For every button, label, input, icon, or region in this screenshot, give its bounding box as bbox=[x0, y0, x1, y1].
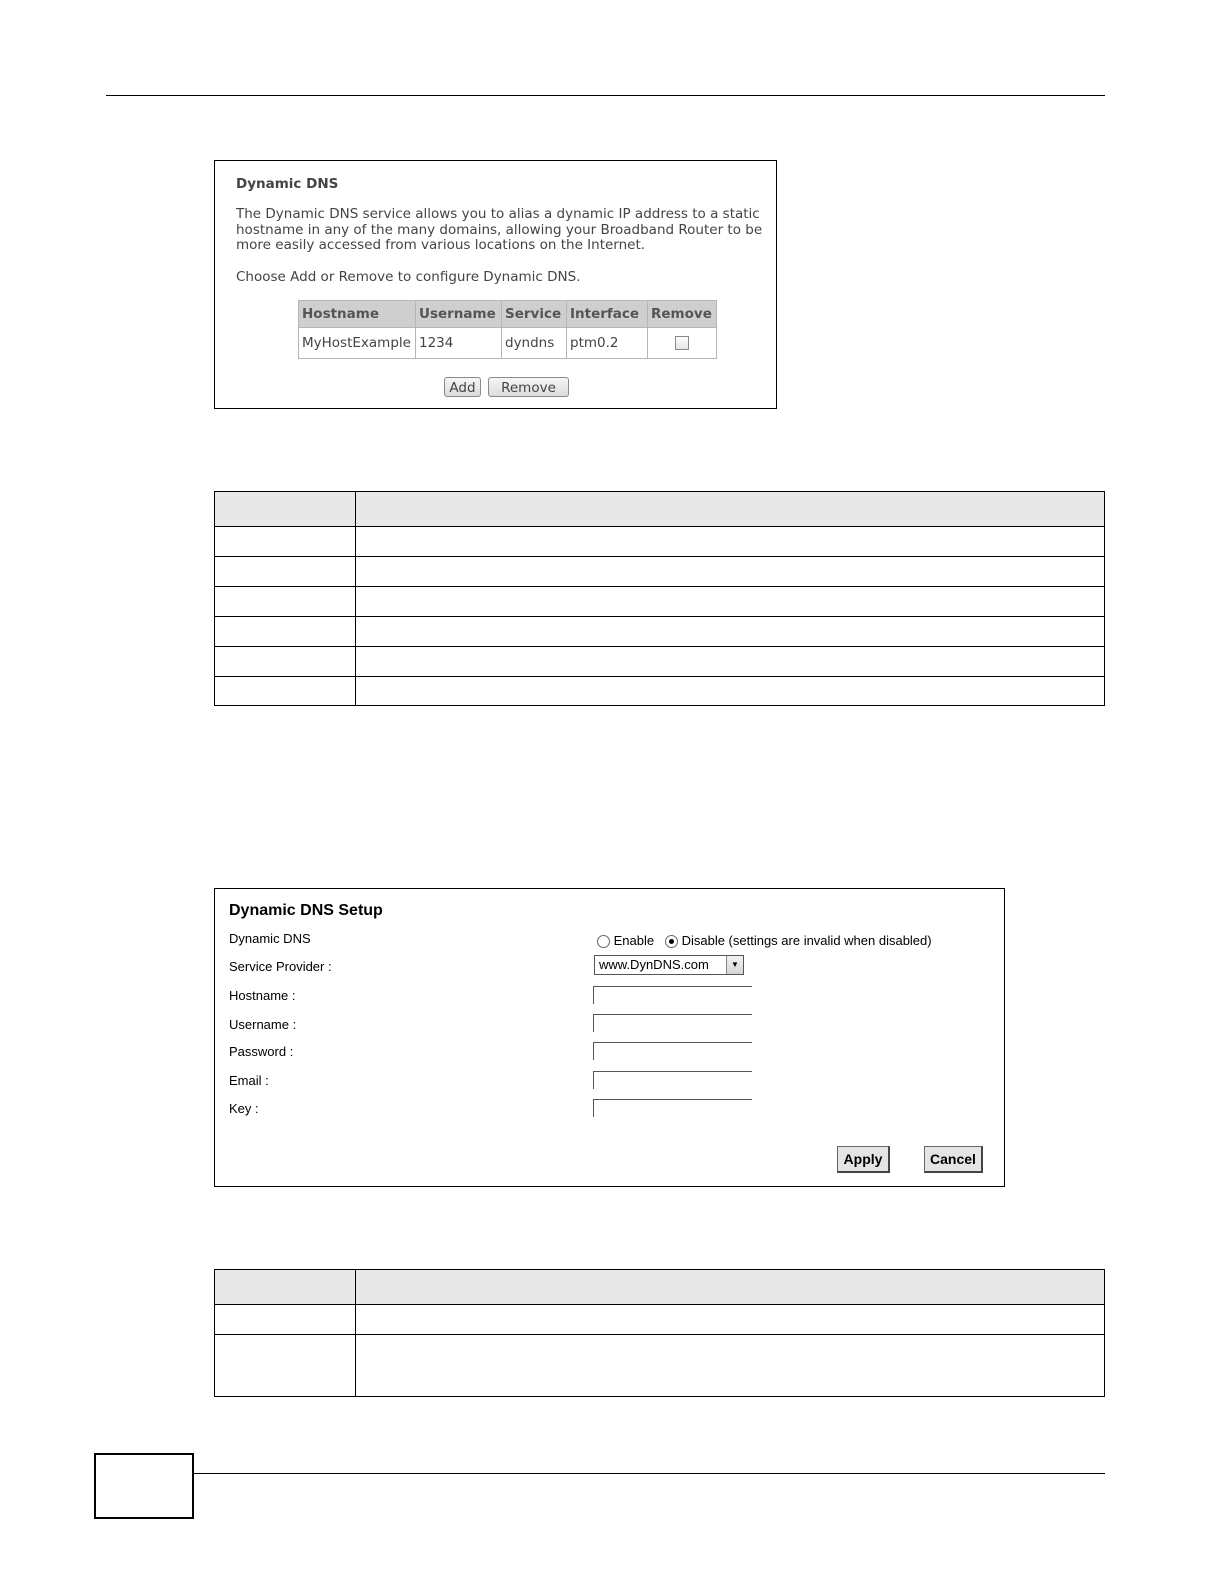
cancel-button[interactable]: Cancel bbox=[924, 1146, 983, 1173]
email-label: Email : bbox=[229, 1073, 269, 1088]
dynamic-dns-radio-group bbox=[597, 933, 932, 948]
col-remove: Remove bbox=[648, 301, 717, 328]
remove-button[interactable]: Remove bbox=[488, 377, 569, 397]
table-header-row bbox=[215, 1270, 1105, 1305]
table-row bbox=[215, 527, 1105, 557]
hostname-input[interactable] bbox=[593, 986, 752, 1004]
apply-button[interactable]: Apply bbox=[837, 1146, 890, 1173]
header-rule bbox=[106, 95, 1105, 96]
cell-service: dyndns bbox=[502, 328, 567, 359]
username-input[interactable] bbox=[593, 1014, 752, 1032]
col-username: Username bbox=[416, 301, 502, 328]
enable-label: Enable bbox=[613, 933, 655, 948]
password-label: Password : bbox=[229, 1044, 294, 1059]
dynamic-dns-screen bbox=[214, 160, 777, 409]
disable-radio[interactable] bbox=[665, 935, 678, 948]
table-header-row bbox=[215, 492, 1105, 527]
col-service: Service bbox=[502, 301, 567, 328]
key-label: Key : bbox=[229, 1101, 259, 1116]
cell-username: 1234 bbox=[416, 328, 502, 359]
table-row bbox=[215, 677, 1105, 706]
ddns-table bbox=[298, 300, 717, 359]
dynamic-dns-setup-screen bbox=[214, 888, 1005, 1187]
footer-rule bbox=[192, 1473, 1105, 1474]
add-button[interactable]: Add bbox=[444, 377, 481, 397]
field-description-table-2 bbox=[214, 1269, 1105, 1397]
cell-interface: ptm0.2 bbox=[567, 328, 648, 359]
page-number-box bbox=[94, 1453, 194, 1519]
table-row bbox=[215, 647, 1105, 677]
service-provider-value: www.DynDNS.com bbox=[599, 957, 709, 972]
dynamic-dns-label: Dynamic DNS bbox=[229, 931, 311, 946]
dynamic-dns-description: The Dynamic DNS service allows you to alias a dynamic IP address to a static hostname in any of the many domains, allowing your Broadband Router to be more easily accessed from various locations on the Internet. bbox=[236, 206, 763, 253]
cell-remove bbox=[648, 328, 717, 359]
cell-hostname: MyHostExample bbox=[299, 328, 416, 359]
chevron-down-icon[interactable]: ▼ bbox=[726, 956, 743, 974]
table-row bbox=[299, 328, 717, 359]
dynamic-dns-instruction: Choose Add or Remove to configure Dynamic DNS. bbox=[236, 269, 581, 285]
username-label: Username : bbox=[229, 1017, 297, 1032]
enable-radio[interactable] bbox=[597, 935, 610, 948]
email-input[interactable] bbox=[593, 1071, 752, 1089]
service-provider-select[interactable] bbox=[594, 955, 744, 975]
col-interface: Interface bbox=[567, 301, 648, 328]
table-row bbox=[215, 1335, 1105, 1397]
disable-label: Disable (settings are invalid when disabled) bbox=[681, 933, 932, 948]
hostname-label: Hostname : bbox=[229, 988, 296, 1003]
table-row bbox=[215, 617, 1105, 647]
password-input[interactable] bbox=[593, 1042, 752, 1060]
col-hostname: Hostname bbox=[299, 301, 416, 328]
dynamic-dns-title: Dynamic DNS bbox=[236, 176, 339, 192]
setup-title: Dynamic DNS Setup bbox=[229, 902, 383, 919]
key-input[interactable] bbox=[593, 1099, 752, 1117]
table-row bbox=[215, 587, 1105, 617]
field-description-table-1 bbox=[214, 491, 1105, 706]
service-provider-label: Service Provider : bbox=[229, 959, 332, 974]
ddns-table-header bbox=[299, 301, 717, 328]
table-row bbox=[215, 557, 1105, 587]
remove-checkbox[interactable] bbox=[675, 336, 689, 350]
table-row bbox=[215, 1305, 1105, 1335]
